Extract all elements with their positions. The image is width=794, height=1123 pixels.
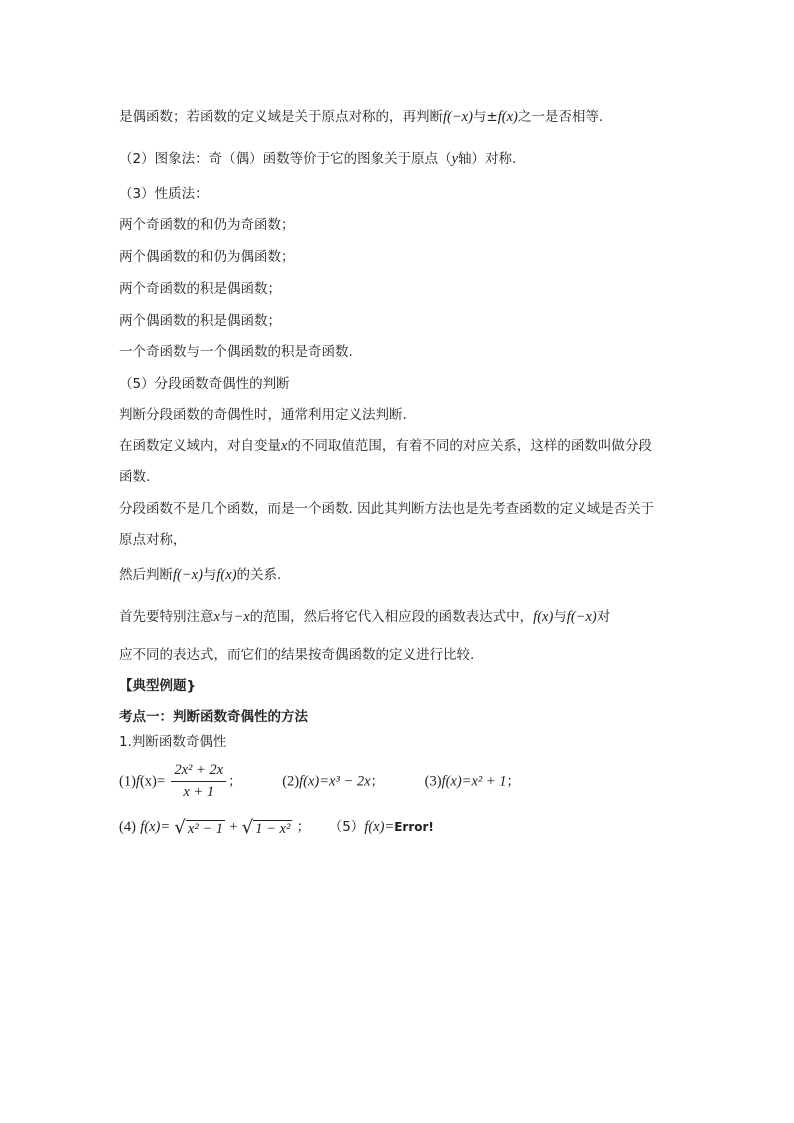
section-heading-topic-1: 考点一：判断函数奇偶性的方法 [119, 709, 308, 725]
text-line-2 [119, 150, 516, 168]
math-x-eq: (x)= [139, 773, 166, 790]
fraction-denominator: x + 1 [183, 784, 215, 800]
math-y: y [451, 151, 459, 167]
math-f-neg-x: f(−x) [443, 109, 473, 125]
plus-sign: + [229, 819, 238, 835]
square-root-2: √ 1 − x² [241, 816, 291, 838]
math-x: x [281, 438, 288, 454]
text-line-6: 两个奇函数的积是偶函数； [119, 281, 281, 297]
text: 的不同取值范围，有着不同的对应关系，这样的函数叫做分段 [287, 438, 652, 454]
math-f-x: f(x) [497, 109, 518, 125]
text-line-17: 应不同的表达式，而它们的结果按奇偶函数的定义进行比较. [119, 647, 475, 663]
text-line-4: 两个奇函数的和仍为奇函数； [119, 217, 295, 233]
radicand-2: 1 − x² [255, 820, 291, 837]
text-line-16 [119, 608, 610, 626]
math-f-neg-x: f(−x) [173, 567, 203, 583]
text-line-14: 原点对称， [119, 532, 187, 548]
text-line-15 [119, 566, 281, 584]
text: 轴）对称. [458, 151, 517, 167]
math-f-x-eq: f(x)= [140, 819, 171, 835]
text: 对 [596, 609, 611, 625]
section-heading-examples: 【典型例题} [119, 678, 197, 694]
text-line-20: 1.判断函数奇偶性 [119, 734, 227, 750]
text-line-11 [119, 437, 652, 455]
text-line-7: 两个偶函数的积是偶函数； [119, 313, 281, 329]
text: 与 [202, 567, 217, 583]
math-f-x-eq: f(x)= [364, 819, 395, 835]
square-root-1: √ x² − 1 [174, 816, 223, 838]
math-expression-3: f(x)=x² + 1 [441, 773, 507, 790]
text-line-1 [119, 108, 603, 126]
text: 是偶函数；若函数的定义域是关于原点对称的，再判断 [119, 109, 443, 125]
text-line-10: 判断分段函数的奇偶性时，通常利用定义法判断. [119, 407, 407, 423]
math-f-x: f(x) [216, 567, 237, 583]
text-line-13: 分段函数不是几个函数，而是一个函数. 因此其判断方法也是先考查函数的定义域是否关于 [119, 501, 655, 517]
text-line-5: 两个偶函数的和仍为偶函数； [119, 249, 295, 265]
separator: ； [370, 773, 385, 790]
problem-label-3: (3) [424, 773, 442, 790]
text-line-3: （3）性质法： [119, 186, 209, 202]
fraction [171, 762, 226, 801]
text: 然后判断 [119, 567, 173, 583]
separator: ； [296, 819, 311, 835]
text: 与± [472, 109, 498, 125]
error-text: Error! [394, 820, 434, 834]
radicand-1: x² − 1 [187, 820, 223, 837]
math-f: f [135, 773, 140, 790]
problem-label-4: (4) [119, 819, 136, 835]
text-line-12: 函数. [119, 469, 151, 485]
text-line-8: 一个奇函数与一个偶函数的积是奇函数. [119, 344, 353, 360]
text: 在函数定义域内，对自变量 [119, 438, 281, 454]
math-neg-x: −x [233, 609, 250, 625]
text: 首先要特别注意 [119, 609, 214, 625]
text: 的关系. [236, 567, 282, 583]
text: 之一是否相等. [517, 109, 604, 125]
math-expression-2: f(x)=x³ − 2x [299, 773, 371, 790]
problem-label-2: (2) [282, 773, 300, 790]
text: 与 [553, 609, 567, 625]
math-f-neg-x: f(−x) [566, 609, 597, 625]
math-x: x [213, 609, 220, 625]
text: （2）图象法：奇（偶）函数等价于它的图象关于原点（ [119, 151, 452, 167]
text: 的范围，然后将它代入相应段的函数表达式中， [249, 609, 534, 625]
problem-label-1: (1) [119, 773, 136, 790]
problem-row-1 [119, 762, 520, 801]
math-f-x: f(x) [533, 609, 554, 625]
separator: ； [228, 773, 242, 790]
problem-label-5: （5） [328, 819, 365, 835]
fraction-numerator: 2x² + 2x [171, 762, 226, 782]
separator: ； [506, 773, 521, 790]
text-line-9: （5）分段函数奇偶性的判断 [119, 376, 290, 392]
problem-row-2 [119, 815, 434, 838]
text: 与 [219, 609, 234, 625]
